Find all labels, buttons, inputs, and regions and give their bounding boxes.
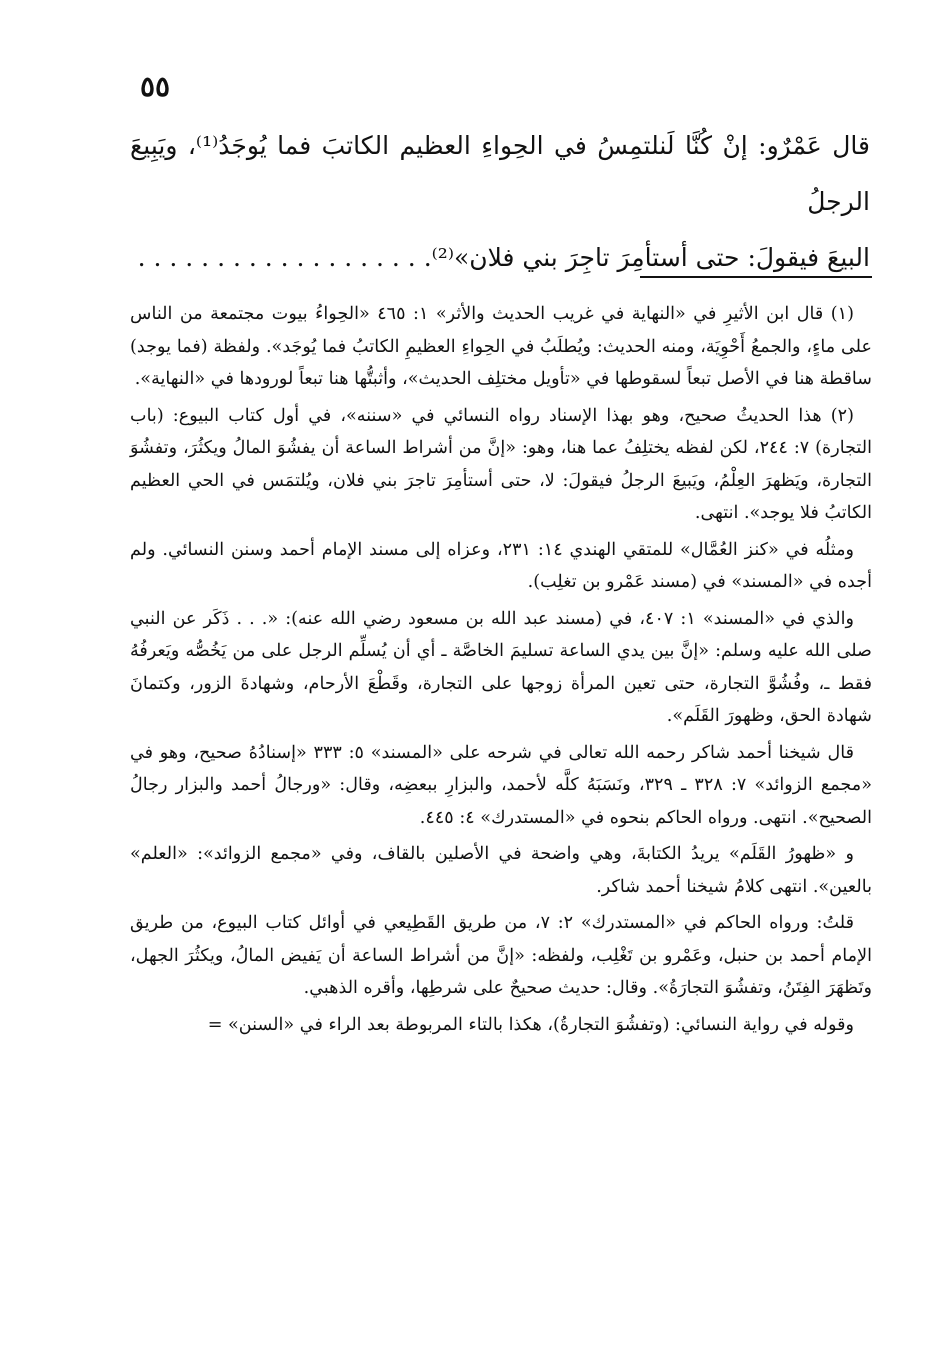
footnote-2: (٢) هذا الحديثُ صحيح، وهو بهذا الإسناد رواه النسائي في «سننه»، في أول كتاب البيوع: (باب التجارة) ٧: ٢٤٤، لكن لفظه يختلِفُ عما هنا، وهو: «إنَّ من أشراط الساعة أن يفشُوَ المالُ ويكثُرَ، وتفشُوَ التجارة، ويَظهرَ العِلْمُ، ويَبيعَ الرجلُ فيقولَ: لا، حتى أستأمِرَ تاجرَ بني فلان، ويُلتمَس في الحي العظيم الكاتبُ فلا يوجد». انتهى.	[130, 405, 872, 523]
footnote-paragraph: قال شيخنا أحمد شاكر رحمه الله تعالى في شرحه على «المسند» ٥: ٣٣٣ «إسنادُهُ صحيح، وهو في «مجمع الزوائد» ٧: ٣٢٨ ـ ٣٢٩، ونَسَبَهُ كلَّه لأحمد، والبزارِ ببعضِه، وقال: «ورجالُ أحمد والبزار رجالُ الصحيح». انتهى. ورواه الحاكم بنحوه في «المستدرك» ٤: ٤٤٥.	[130, 742, 872, 828]
footnote-1: (١) قال ابن الأثيرِ في «النهاية في غريب الحديث والأثر» ١: ٤٦٥ «الحِواءُ بيوت مجتمعة من الناس على ماءٍ، والجمعُ أَحْوِيَة، ومنه الحديث: ويُطلَبُ في الحِواءِ العظيمِ الكاتبُ فما يُوجَد». ولفظة (فما يوجد) ساقطة هنا في الأصل تبعاً لسقوطها في «تأويل مختلِف الحديث»، وأثبتُّها هنا تبعاً لورودها في «النهاية».	[130, 304, 872, 389]
footnote-paragraph: وقوله في رواية النسائي: (وتفشُوَ التجارةُ)، هكذا بالتاء المربوطة بعد الراء في «السنن» =	[207, 1014, 854, 1035]
main-text	[130, 118, 870, 286]
footnote-paragraph: قلتُ: ورواه الحاكم في «المستدرك» ٢: ٧، من طريق القَطِيعي في أوائل كتاب البيوع، من طريق الإمام أحمد بن حنبل، وعَمْرو بن تَغْلِب، ولفظه: «إنَّ من أشراط الساعة أن يَفيض المالُ، ويكثُرَ الجهل، وتَظهَرَ الفِتَنُ، وتفشُوَ التجارَةُ». وقال: حديث صحيحٌ على شرطِها، وأقره الذهبي.	[130, 913, 872, 998]
page-number: ٥٥	[140, 70, 171, 103]
footnote-separator	[640, 276, 872, 278]
main-text-line: البيعَ فيقولَ: حتى أستأمِرَ تاجِرَ بني فلان»⁽²⁾. . . . . . . . . . . . . . . . . . .	[137, 243, 870, 272]
footnote-paragraph: ومثلُه في «كنز العُمَّال» للمتقي الهندي ١٤: ٢٣١، وعزاه إلى مسند الإمام أحمد وسنن النسائي. ولم أجده في «المسند» في (مسند عَمْرو بن تغلِب).	[130, 539, 872, 592]
main-text-line: قال عَمْرٌو: إنْ كُنَّا لَنلتمِسُ في الحِواءِ العظيم الكاتبَ فما يُوجَدُ⁽¹⁾، ويَبِيعَ الرجلُ	[130, 131, 870, 216]
footnotes	[130, 298, 872, 1045]
footnote-paragraph: و «ظهورُ القَلَم» يريدُ الكتابةَ، وهي واضحة في الأصلين بالقاف، وفي «مجمع الزوائد»: «العلم» بالعين». انتهى كلامُ شيخنا أحمد شاكر.	[130, 844, 872, 897]
footnote-paragraph: والذي في «المسند» ١: ٤٠٧، في (مسند عبد الله بن مسعود رضي الله عنه): «. . . ذَكَر عن النبي صلى الله عليه وسلم: «إنَّ بين يدي الساعة تسليمَ الخاصَّة ـ أي أن يُسلِّم الرجل على من يَخُصُّه ويَعرفُهُ فقط ـ، وفُشُوَّ التجارة، حتى تعين المرأة زوجها على التجارة، وقَطْعَ الأرحام، وشهادةَ الزور، وكتمانَ شهادة الحق، وظهورَ القَلَم».	[130, 608, 872, 726]
